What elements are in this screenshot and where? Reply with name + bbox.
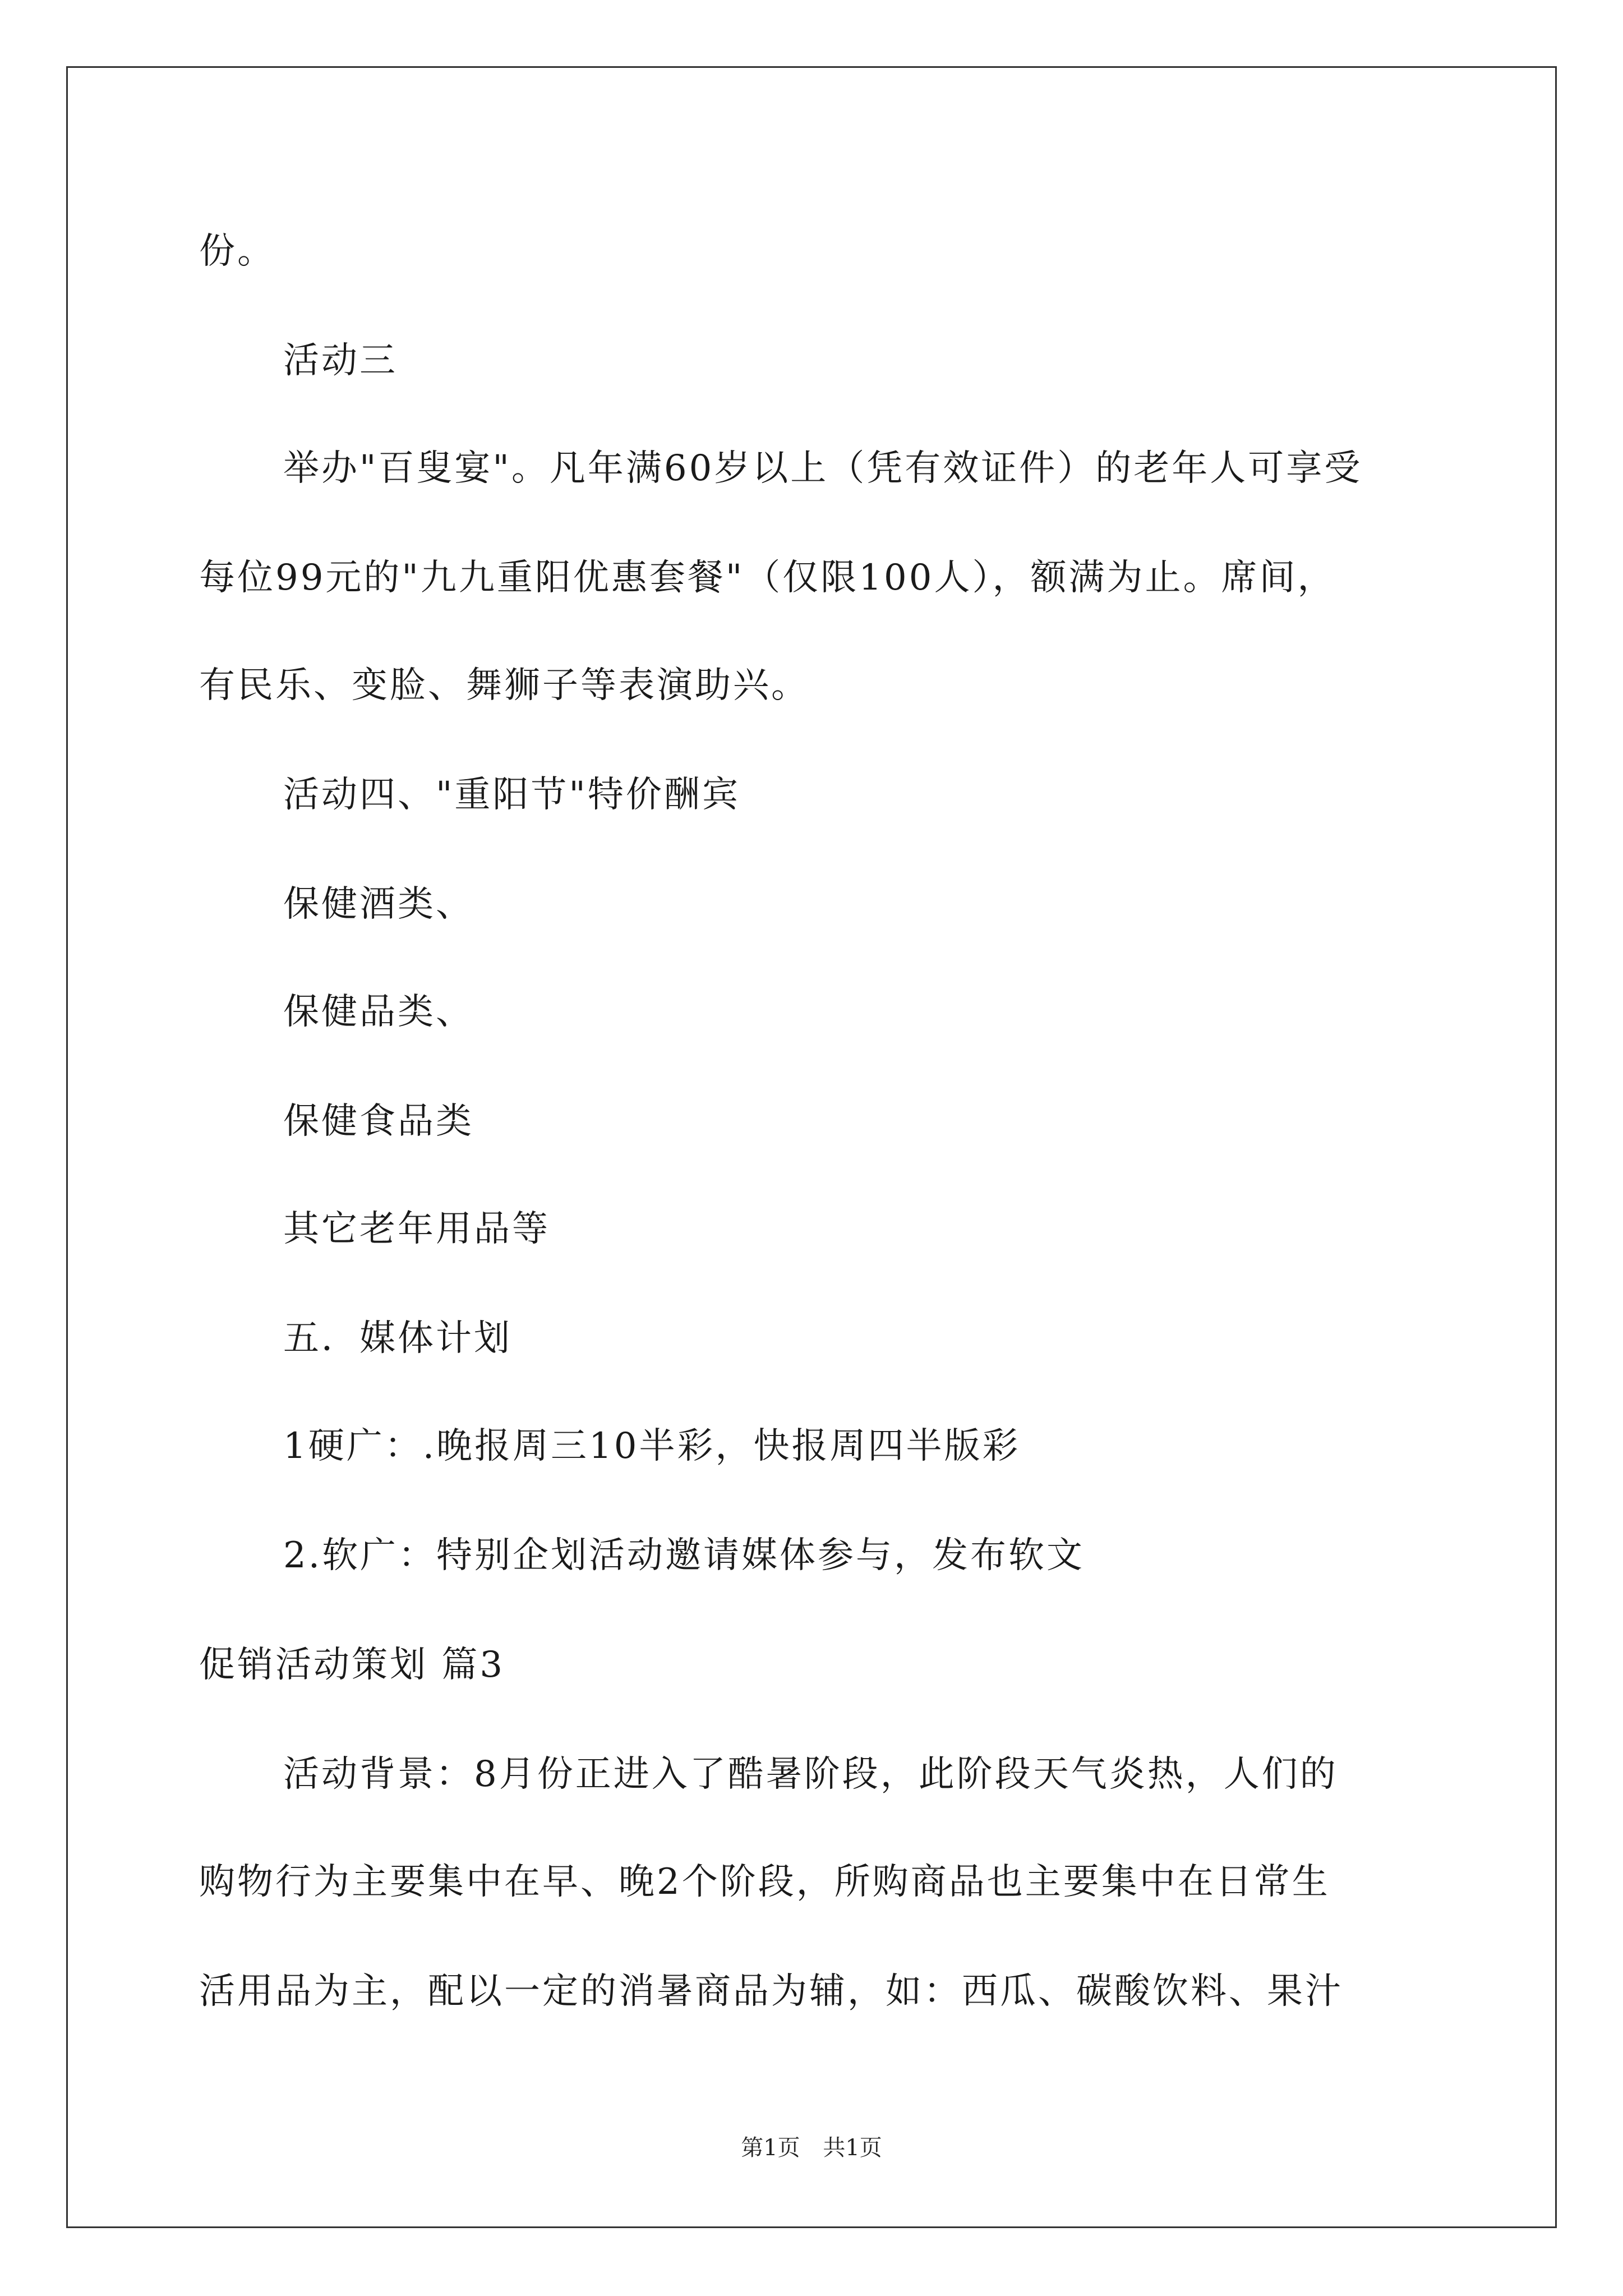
section-heading: 活动四、"重阳节"特价酬宾 bbox=[283, 774, 740, 816]
page-footer bbox=[0, 2134, 1623, 2162]
body-text-line: 份。 bbox=[199, 231, 275, 272]
list-item: 2.软广：特别企划活动邀请媒体参与，发布软文 bbox=[283, 1535, 1085, 1576]
body-text-line: 每位99元的"九九重阳优惠套餐"（仅限100人），额满为止。席间， bbox=[199, 557, 1336, 599]
list-item: 1硬广：.晚报周三10半彩，快报周四半版彩 bbox=[283, 1425, 1021, 1467]
body-text-line: 活动背景：8月份正进入了酷暑阶段，此阶段天气炎热，人们的 bbox=[283, 1754, 1338, 1795]
page-number-total: 共1页 bbox=[823, 2135, 882, 2161]
list-item: 保健食品类 bbox=[283, 1101, 474, 1142]
body-text-line: 活用品为主，配以一定的消暑商品为辅，如：西瓜、碳酸饮料、果汁 bbox=[199, 1971, 1343, 2012]
article-heading: 促销活动策划 篇3 bbox=[199, 1644, 505, 1686]
list-item: 其它老年用品等 bbox=[283, 1208, 550, 1250]
body-text-line: 举办"百叟宴"。凡年满60岁以上（凭有效证件）的老年人可享受 bbox=[283, 448, 1363, 489]
section-heading: 五．媒体计划 bbox=[283, 1318, 512, 1359]
body-text-line: 购物行为主要集中在早、晚2个阶段，所购商品也主要集中在日常生 bbox=[199, 1861, 1330, 1903]
list-item: 保健品类、 bbox=[283, 991, 474, 1033]
section-heading: 活动三 bbox=[283, 340, 398, 381]
list-item: 保健酒类、 bbox=[283, 884, 474, 925]
page-number-current: 第1页 bbox=[741, 2135, 800, 2161]
body-text-line: 有民乐、变脸、舞狮子等表演助兴。 bbox=[199, 665, 809, 706]
